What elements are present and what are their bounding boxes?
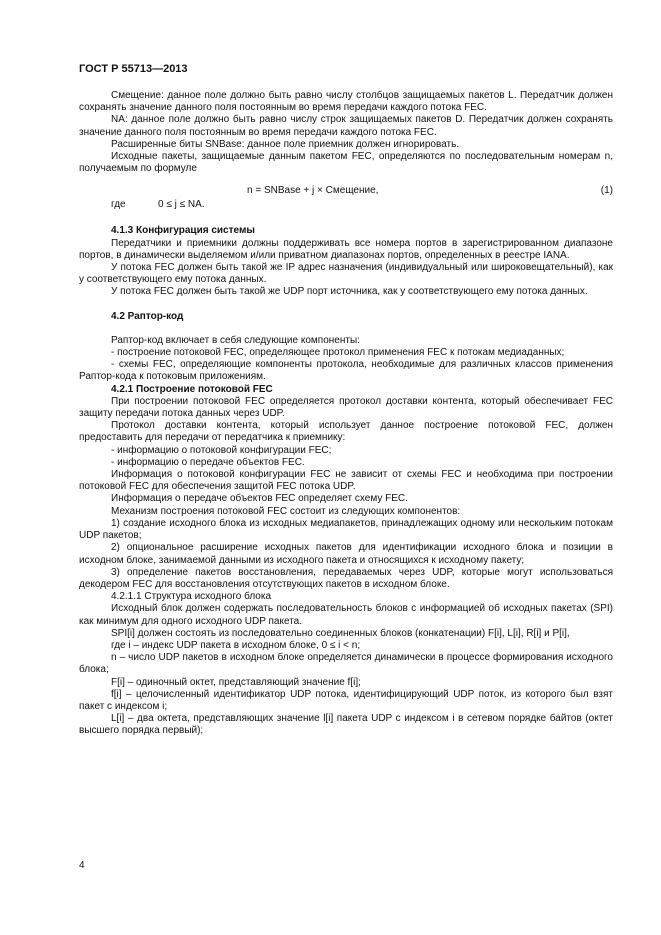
paragraph-f-identifier: f[i] – целочисленный идентификатор UDP потока, идентифицирующий UDP поток, из которого был взят пакет с индексом i; [79,688,613,712]
section-heading-4-2: 4.2 Раптор-код [111,310,184,322]
standard-header: ГОСТ Р 55713—2013 [79,63,188,75]
paragraph-fec-protocol: При построении потоковой FEC определяется протокол доставки контента, который обеспечивает FEC защиту передачи потока данных через UDP. [79,395,613,420]
formula-1 [79,185,613,199]
list-item-fec-schemes: - схемы FEC, определяющие компоненты протокола, необходимые для различных классов применения Раптор-кода к потоковым приложениям. [79,359,613,383]
where-condition: 0 ≤ j ≤ NA. [158,199,205,211]
paragraph-raptor-components: Раптор-код включает в себя следующие компоненты: [111,334,360,346]
list-item-fec-construction: - построение потоковой FEC, определяющее протокол применения FEC к потокам медиаданных; [111,347,565,359]
spacer [79,213,613,225]
list-item-1: 1) создание исходного блока из исходных медиапакетов, принадлежащих одному или нескольким потокам UDP пакетов; [79,517,613,542]
subsection-heading-4-2-1-1: 4.2.1.1 Структура исходного блока [111,591,272,603]
list-item-config-info: - информацию о потоковой конфигурации FEC; [111,444,332,456]
section-heading-4-2-1: 4.2.1 Построение потоковой FEC [111,383,273,395]
paragraph-na: NA: данное поле должно быть равно числу строк защищаемых пакетов D. Передатчик должен сохранять значение данного поля постоянным во время передачи каждого потока FEC. [79,114,613,138]
paragraph-transfer-info: Информация о передаче объектов FEC определяет схему FEC. [111,493,408,505]
paragraph-mechanism: Механизм построения потоковой FEC состоит из следующих компонентов: [111,505,461,517]
where-word: где [111,199,126,211]
paragraph-spi: SPI[i] должен состоять из последовательно соединенных блоков (конкатенации) F[i], L[i], R[i] и P[i], [111,627,570,639]
spacer [79,299,613,311]
paragraph-l-octets: L[i] – два октета, представляющих значение l[i] пакета UDP с индексом i в сетевом порядке байтов (октет высшего порядка первый); [79,713,613,737]
paragraph-ports: Передатчики и приемники должны поддерживать все номера портов в зарегистрированном диапазоне портов, в динамически выделяемом и/или приватном диапазонах портов, определенных в реестре IANA. [79,237,613,261]
paragraph-content-delivery: Протокол доставки контента, который использует данное построение потоковой FEC, должен предоставить для передачи от передатчика к приемнику: [79,420,613,444]
paragraph-index-i: где i – индекс UDP пакета в исходном блоке, 0 ≤ i < n; [111,639,361,651]
spacer [79,323,613,335]
formula-where [79,199,613,213]
paragraph-config-independent: Информация о потоковой конфигурации FEC не зависит от схемы FEC и необходима при построении потоковой FEC для обеспечения защитой FEC потока UDP. [79,469,613,493]
formula-expression: n = SNBase + j × Смещение, [247,185,379,197]
paragraph-offset: Смещение: данное поле должно быть равно числу столбцов защищаемых пакетов L. Передатчик должен сохранять значение данного поля постоянным во время передачи каждого потока FEC. [79,90,613,114]
paragraph-n: n – число UDP пакетов в исходном блоке определяется динамически в процессе формирования исходного блока; [79,652,613,676]
paragraph-snbase: Расширенные биты SNBase: данное поле приемник должен игнорировать. [111,138,460,150]
section-heading-4-1-3: 4.1.3 Конфигурация системы [111,225,255,237]
paragraph-source-packets: Исходные пакеты, защищаемые данным пакетом FEC, определяются по последовательным номерам n, получаемым по формуле [79,151,613,175]
paragraph-udp-port: У потока FEC должен быть такой же UDP порт источника, как у соответствующего ему потока данных. [111,286,588,298]
list-item-transfer-info: - информацию о передаче объектов FEC. [111,456,305,468]
paragraph-f-octet: F[i] – одиночный октет, представляющий значение f[i]; [111,676,361,688]
list-item-3: 3) определение пакетов восстановления, передаваемых через UDP, которые могут использоваться декодером FEC для восстановления отсутствующих пакетов в исходном блоке. [79,566,613,590]
paragraph-source-block: Исходный блок должен содержать последовательность блоков с информацией об исходных пакетах (SPI) как минимум для одного исходного UDP пакета. [79,603,613,627]
document-body [79,90,613,738]
formula-number: (1) [600,185,613,197]
page-number: 4 [79,860,85,871]
list-item-2: 2) опциональное расширение исходных пакетов для идентификации исходного блока и позиции в исходном блоке, занимаемой данными из исходного пакета и относящихся к исходному пакету; [79,542,613,566]
paragraph-ip: У потока FEC должен быть такой же IP адрес назначения (индивидуальный или широковещательный), как у соответствующего ему потока данных. [79,262,613,286]
